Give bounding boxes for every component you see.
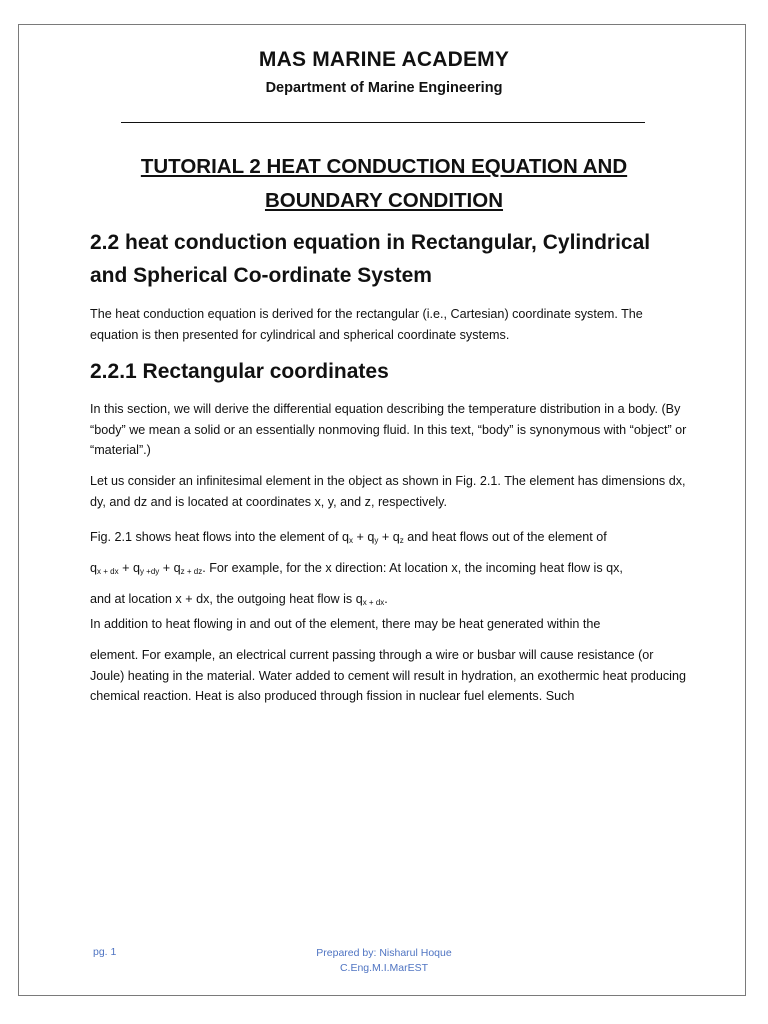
flow-text: + q — [378, 530, 400, 544]
flow-text: + q — [159, 561, 181, 575]
section-2-2-heading — [90, 226, 690, 292]
flow-text: + q — [353, 530, 375, 544]
flow-subscript: y +dy — [139, 567, 160, 576]
department-name: Department of Marine Engineering — [265, 80, 503, 96]
section-2-2-paragraph: The heat conduction equation is derived for the rectangular (i.e., Cartesian) coordinate system. The equation is then presented for cylindrical and spherical coordinate systems. — [90, 307, 643, 342]
flow-subscript: x + dx — [362, 598, 385, 607]
flow-text: + q — [118, 561, 140, 575]
flow-subscript: y — [374, 536, 379, 545]
heat-generation-paragraph-start: In addition to heat flowing in and out of the element, there may be heat generated within the — [90, 617, 601, 631]
flow-text: . — [384, 592, 388, 606]
heat-flow-line1 — [90, 522, 690, 553]
flow-text: and heat flows out of the element of — [403, 530, 607, 544]
flow-subscript: z + dz — [180, 567, 203, 576]
header-separator-rule — [121, 122, 645, 123]
flow-text: Fig. 2.1 shows heat flows into the element of q — [90, 530, 350, 544]
prepared-by-credentials: C.Eng.M.I.MarEST — [339, 962, 429, 974]
flow-subscript: z — [399, 536, 404, 545]
flow-text: . For example, for the x direction: At location x, the incoming heat flow is qx, — [202, 561, 623, 575]
intro-paragraph: In this section, we will derive the differential equation describing the temperature distribution in a body. (By “body” we mean a solid or an essentially nonmoving fluid. In this text, “body” is synonymous with “object” or “material”.) — [90, 402, 687, 457]
flow-subscript: x + dx — [97, 567, 119, 576]
organization-title: MAS MARINE ACADEMY — [258, 48, 510, 71]
flow-text: and at location x + dx, the outgoing heat flow is q — [90, 592, 363, 606]
flow-text: q — [90, 561, 98, 575]
heat-flow-line2 — [90, 553, 690, 584]
tutorial-title — [0, 150, 768, 218]
prepared-by — [284, 946, 484, 976]
section-2-2-1-heading: 2.2.1 Rectangular coordinates — [90, 360, 389, 383]
document-header — [0, 48, 768, 96]
element-paragraph: Let us consider an infinitesimal element in the object as shown in Fig. 2.1. The element has dimensions dx, dy, and dz and is located at coordinates x, y, and z, respectively. — [90, 474, 686, 509]
section-2-2-heading-line1: 2.2 heat conduction equation in Rectangular, Cylindrical — [90, 231, 651, 254]
tutorial-title-line2: BOUNDARY CONDITION — [264, 189, 504, 212]
heat-generation-paragraph: element. For example, an electrical current passing through a wire or busbar will cause resistance (or Joule) heating in the material. Water added to cement will result in hydration, an exothermic heat producing chemical reaction. Heat is also produced through fission in nuclear fuel elements. Such — [90, 648, 686, 703]
tutorial-title-line1: TUTORIAL 2 HEAT CONDUCTION EQUATION AND — [140, 155, 628, 178]
flow-subscript: x — [349, 536, 354, 545]
page-number: pg. 1 — [93, 946, 117, 958]
heat-flow-paragraph — [90, 522, 690, 615]
heat-flow-line3 — [90, 584, 690, 615]
prepared-by-name: Prepared by: Nisharul Hoque — [316, 947, 452, 959]
section-2-2-heading-line2: and Spherical Co-ordinate System — [90, 264, 432, 287]
